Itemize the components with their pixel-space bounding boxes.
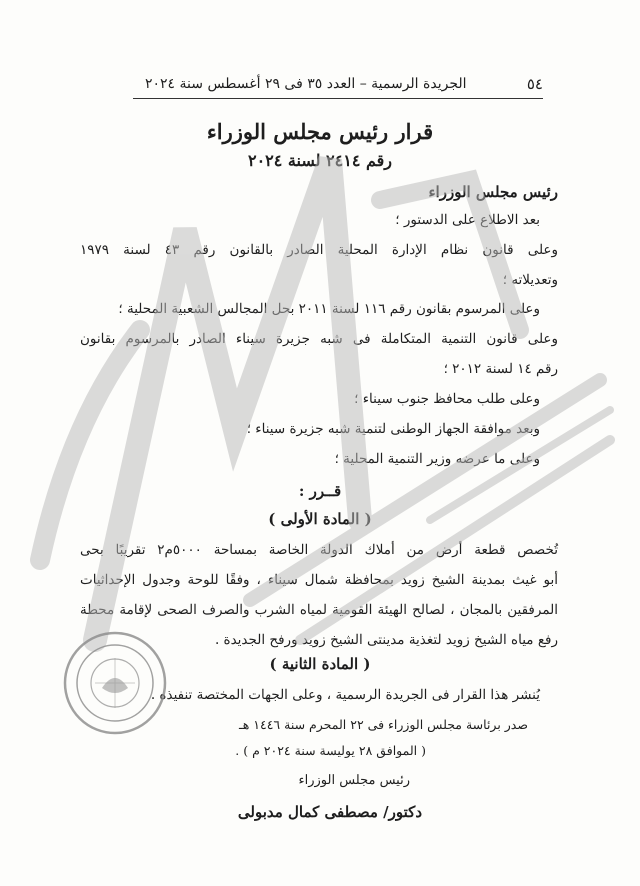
page-number: ٥٤ (526, 75, 543, 93)
article-1-line: المرفقين بالمجان ، لصالح الهيئة القومية لمياه الشرب والصرف الصحى لإقامة محطة (80, 602, 558, 618)
page-header (133, 70, 543, 99)
official-seal-stamp (60, 628, 170, 738)
recital-line: وبعد موافقة الجهاز الوطنى لتنمية شبه جزيرة سيناء ؛ (246, 421, 540, 437)
recital-line: وعلى ما عرضه وزير التنمية المحلية ؛ (334, 451, 540, 467)
signer-role: رئيس مجلس الوزراء (298, 773, 410, 788)
recital-line: وتعديلاته ؛ (502, 272, 558, 288)
recital-line: بعد الاطلاع على الدستور ؛ (395, 212, 540, 228)
issued-at: صدر برئاسة مجلس الوزراء فى ٢٢ المحرم سنة ١٤٤٦ هـ (239, 717, 528, 732)
article-2-heading: ( المادة الثانية ) (269, 655, 371, 673)
article-2-line: يُنشر هذا القرار فى الجريدة الرسمية ، وعلى الجهات المختصة تنفيذه . (150, 687, 540, 703)
gregorian-date: ( الموافق ٢٨ يوليسة سنة ٢٠٢٤ م ) . (235, 743, 426, 758)
decree-title: قرار رئيس مجلس الوزراء (206, 119, 434, 144)
article-1-line: تُخصص قطعة أرض من أملاك الدولة الخاصة بمساحة ٥٠٠٠م٢ تقريبًا بحى (80, 542, 558, 558)
recital-line: وعلى قانون نظام الإدارة المحلية الصادر بالقانون رقم ٤٣ لسنة ١٩٧٩ (80, 242, 558, 258)
recital-line: رقم ١٤ لسنة ٢٠١٢ ؛ (443, 361, 558, 377)
article-1-line: رفع مياه الشيخ زويد لتغذية مدينتى الشيخ زويد ورفح الجديدة . (214, 632, 558, 648)
recital-line: وعلى المرسوم بقانون رقم ١١٦ لسنة ٢٠١١ بحل المجالس الشعبية المحلية ؛ (118, 301, 540, 317)
recital-line: وعلى قانون التنمية المتكاملة فى شبه جزيرة سيناء الصادر بالمرسوم بقانون (80, 331, 558, 347)
recital-line: وعلى طلب محافظ جنوب سيناء ؛ (354, 391, 540, 407)
decree-number: رقم ٢٤١٤ لسنة ٢٠٢٤ (247, 151, 393, 170)
issuer-heading: رئيس مجلس الوزراء (428, 183, 558, 201)
gazette-header-title: الجريدة الرسمية – العدد ٣٥ فى ٢٩ أغسطس سنة ٢٠٢٤ (145, 76, 467, 92)
signer-name: دكتور/ مصطفى كمال مدبولى (237, 803, 422, 821)
decided-heading: قــرر : (298, 482, 342, 500)
article-1-line: أبو غيث بمدينة الشيخ زويد بمحافظة شمال سيناء ، وفقًا للوحة وجدول الإحداثيات (80, 572, 558, 588)
article-1-heading: ( المادة الأولى ) (268, 510, 372, 528)
